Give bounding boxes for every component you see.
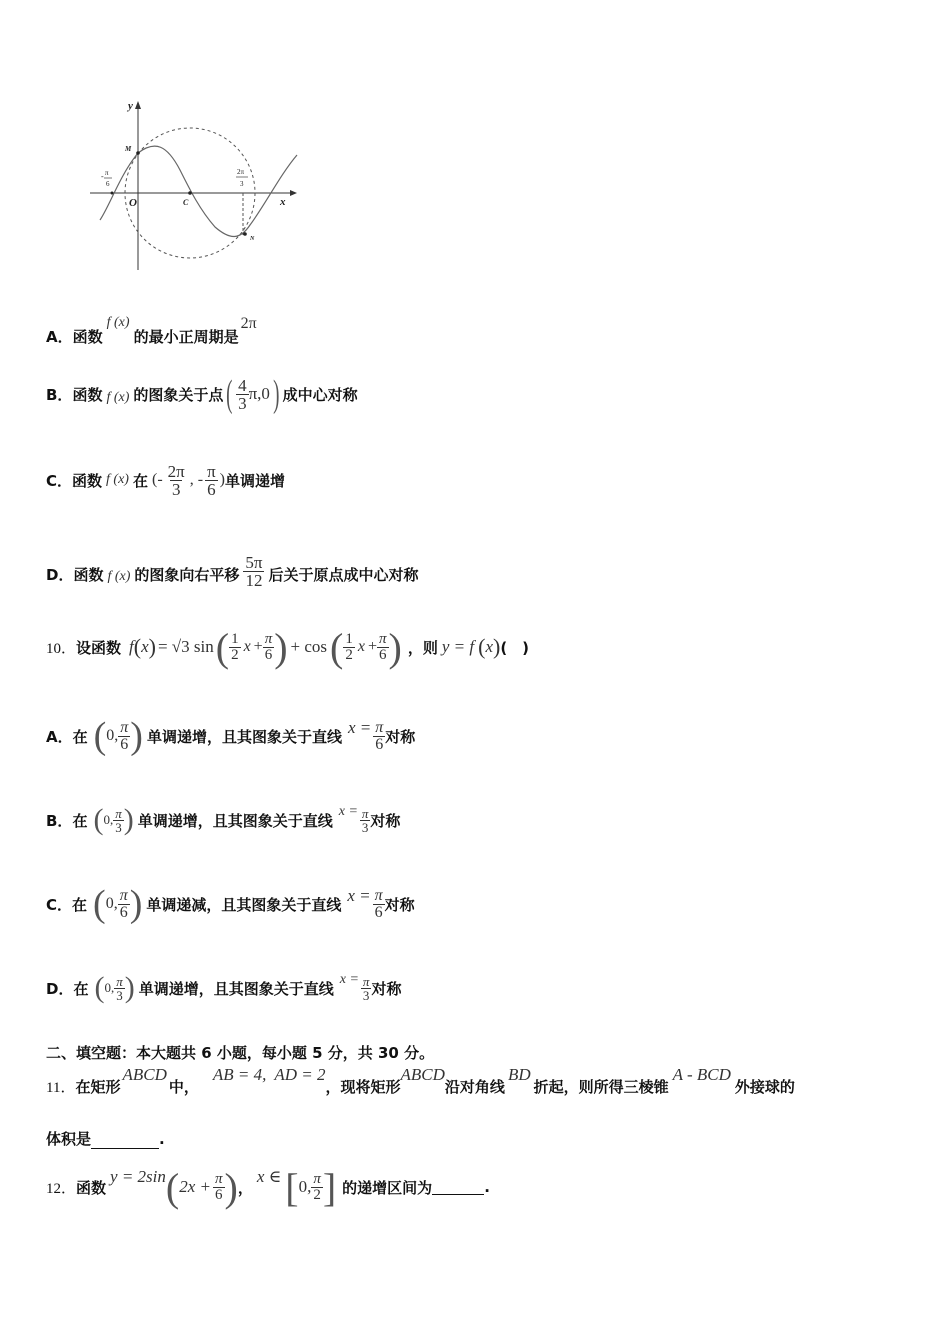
tetrahedron-name: A - BCD <box>672 1065 731 1084</box>
option-text: 函数 <box>72 471 103 490</box>
q11-line2 <box>46 1128 165 1149</box>
function-symbol: f (x) <box>106 390 130 405</box>
fraction-pi-6: $\frac{\pi}{6}$ <box>215 1170 223 1203</box>
option-text: 单调递减，且其图象关于直线 <box>146 895 342 914</box>
left-num: π <box>105 169 109 177</box>
option-label: A． <box>46 727 73 746</box>
option-text: 成中心对称 <box>282 385 358 404</box>
axis-fraction: $\frac{\pi}{3}$ <box>362 973 370 1003</box>
q11-text: 在矩形 <box>75 1078 121 1096</box>
m-label: M <box>125 145 132 153</box>
q12-text: 的递增区间为 <box>342 1178 433 1197</box>
answer-paren: ( ) <box>500 638 530 657</box>
option-text: 对称 <box>385 727 416 746</box>
diagonal-bd: BD <box>507 1065 531 1084</box>
x-axis-arrow-icon <box>290 190 297 196</box>
fraction-4-3: $\frac{4}{3}$ <box>238 375 247 413</box>
q11-text: 体积是 <box>46 1130 92 1148</box>
q12-text: 函数 <box>76 1178 107 1197</box>
function-expr: y = 2sin <box>110 1167 166 1186</box>
q11-text: 外接球的 <box>734 1078 795 1096</box>
x-label: x <box>280 196 286 208</box>
q9-option-a <box>46 308 257 348</box>
option-text: 单调递增，且其图象关于直线 <box>146 727 342 746</box>
question-number: 10． <box>46 640 77 657</box>
question-intro: 设函数 <box>76 638 122 657</box>
y-label: y <box>128 100 133 112</box>
side-ab: AB = 4, <box>212 1065 267 1084</box>
option-label: A． <box>46 328 73 346</box>
origin-label: O <box>129 197 137 209</box>
point-m <box>136 151 140 155</box>
interval-fraction: $\frac{\pi}{6}$ <box>120 718 129 753</box>
option-text: 单调递增，且其图象关于直线 <box>138 979 334 998</box>
q10-option: C． 在 ( 0, $\frac{\pi}{6}$ ) 单调递减，且其图象关于直线 x = $\frac{\pi}{6}$ 对称 <box>46 883 415 925</box>
option-text: 在 <box>72 811 88 830</box>
option-text: 函数 <box>72 385 103 404</box>
q11-text: 沿对角线 <box>444 1078 505 1096</box>
fraction-2pi-3: $\frac{2\pi}{3}$ <box>167 461 185 499</box>
q11-line1 <box>46 1063 795 1097</box>
option-text: 后关于原点成中心对称 <box>268 566 419 584</box>
sine-curve <box>100 146 297 236</box>
option-text: 对称 <box>384 895 415 914</box>
axis-fraction: $\frac{\pi}{3}$ <box>361 805 369 835</box>
question-number: 11． <box>46 1080 76 1096</box>
axis-fraction: $\frac{\pi}{6}$ <box>375 718 384 753</box>
fraction-pi-6: $\frac{\pi}{6}$ <box>207 461 216 499</box>
q12-end: . <box>484 1178 490 1196</box>
option-text: 在 <box>132 471 148 490</box>
right-den: 3 <box>240 180 244 188</box>
y-axis-arrow-icon <box>135 101 141 109</box>
point-n <box>243 232 247 236</box>
option-text: 的图象向右平移 <box>134 566 240 584</box>
domain-expr: x ∈ <box>256 1167 282 1186</box>
q10-option: B． 在 ( 0, $\frac{\pi}{3}$ ) 单调递增，且其图象关于直线 x = $\frac{\pi}{3}$ 对称 <box>46 803 401 836</box>
q10-stem: 10． 设函数 f ( x ) = √3 sin ( $\frac{1}{2}$ x + $\frac{\pi}{6}$ ) + cos ( $\frac{1}{2}$ x + $\frac{\pi}{6}$ ) ，则 y = f ( x ) ( ) <box>46 624 530 670</box>
q12-comma: ， <box>237 1178 253 1197</box>
c-label: C <box>183 198 189 207</box>
option-text: 在 <box>73 979 89 998</box>
option-text: 在 <box>72 727 88 746</box>
option-label: C． <box>46 895 73 914</box>
point-tail: π,0 <box>248 384 270 403</box>
n-label: N <box>250 236 255 242</box>
fraction-pi-2: $\frac{\pi}{2}$ <box>313 1170 321 1203</box>
graph-figure <box>85 95 310 280</box>
point-c <box>188 191 192 195</box>
fraction-5pi-12: $\frac{5\pi}{12}$ <box>245 553 263 590</box>
side-ad: AD = 2 <box>274 1065 326 1084</box>
q12-line: 12． 函数 y = 2sin ( 2x + $\frac{\pi}{6}$ ) ， x ∈ [ 0, $\frac{\pi}{2}$ ] 的递增区间为 . <box>46 1164 490 1210</box>
option-text: 对称 <box>370 811 401 830</box>
function-symbol: f (x) <box>106 472 129 487</box>
function-symbol: f (x) <box>106 315 130 330</box>
q10-option: A． 在 ( 0, $\frac{\pi}{6}$ ) 单调递增，且其图象关于直线 x = $\frac{\pi}{6}$ 对称 <box>46 715 416 757</box>
interval-fraction: $\frac{\pi}{6}$ <box>119 886 128 921</box>
section-heading: 二、填空题：本大题共 6 小题，每小题 5 分，共 30 分。 <box>46 1044 435 1062</box>
point-left-root <box>111 192 114 195</box>
q9-option-c: C． 函数 f (x) 在 (- $\frac{2\pi}{3}$ , - $\frac{\pi}{6}$ ) 单调递增 <box>46 461 285 499</box>
q11-end: . <box>159 1130 165 1148</box>
right-num: 2π <box>237 168 245 176</box>
option-text: 函数 <box>73 566 104 584</box>
inner-expr: 2x + <box>179 1177 211 1196</box>
q11-text: 中， <box>168 1078 199 1096</box>
question-then: ，则 <box>407 638 438 657</box>
answer-blank[interactable] <box>91 1134 159 1149</box>
option-label: B． <box>46 385 73 404</box>
left-den: 6 <box>106 180 110 188</box>
interval-fraction: $\frac{\pi}{3}$ <box>115 805 122 835</box>
option-text: 在 <box>72 895 88 914</box>
q9-option-d <box>46 535 419 590</box>
function-symbol: f (x) <box>107 569 131 584</box>
option-text: 单调递增，且其图象关于直线 <box>137 811 333 830</box>
q9-option-b: B． 函数 f (x) 的图象关于点 ( $\frac{4}{3}$ π,0 ) 成中心对称 <box>46 373 358 415</box>
left-sign: - <box>101 172 104 181</box>
q11-text: ，现将矩形 <box>325 1078 401 1096</box>
option-text: 的最小正周期是 <box>133 328 239 346</box>
q11-text: 折起，则所得三棱锥 <box>533 1078 669 1096</box>
option-label: D． <box>46 566 74 584</box>
period-value: 2π <box>240 315 257 332</box>
answer-blank[interactable] <box>432 1180 484 1195</box>
question-number: 12． <box>46 1180 77 1197</box>
rectangle-name: ABCD <box>122 1065 167 1084</box>
option-text: 的图象关于点 <box>133 385 224 404</box>
option-text: 对称 <box>371 979 402 998</box>
option-text: 单调递增 <box>224 471 285 490</box>
interval-left: 0, <box>298 1177 312 1196</box>
option-text: 函数 <box>72 328 103 346</box>
q10-option: D． 在 ( 0, $\frac{\pi}{3}$ ) 单调递增，且其图象关于直线 x = $\frac{\pi}{3}$ 对称 <box>46 971 402 1004</box>
option-label: B． <box>46 811 73 830</box>
option-label: D． <box>46 979 74 998</box>
axis-fraction: $\frac{\pi}{6}$ <box>374 886 383 921</box>
interval-fraction: $\frac{\pi}{3}$ <box>116 973 123 1003</box>
rectangle-name: ABCD <box>400 1065 445 1084</box>
option-label: C． <box>46 471 73 490</box>
